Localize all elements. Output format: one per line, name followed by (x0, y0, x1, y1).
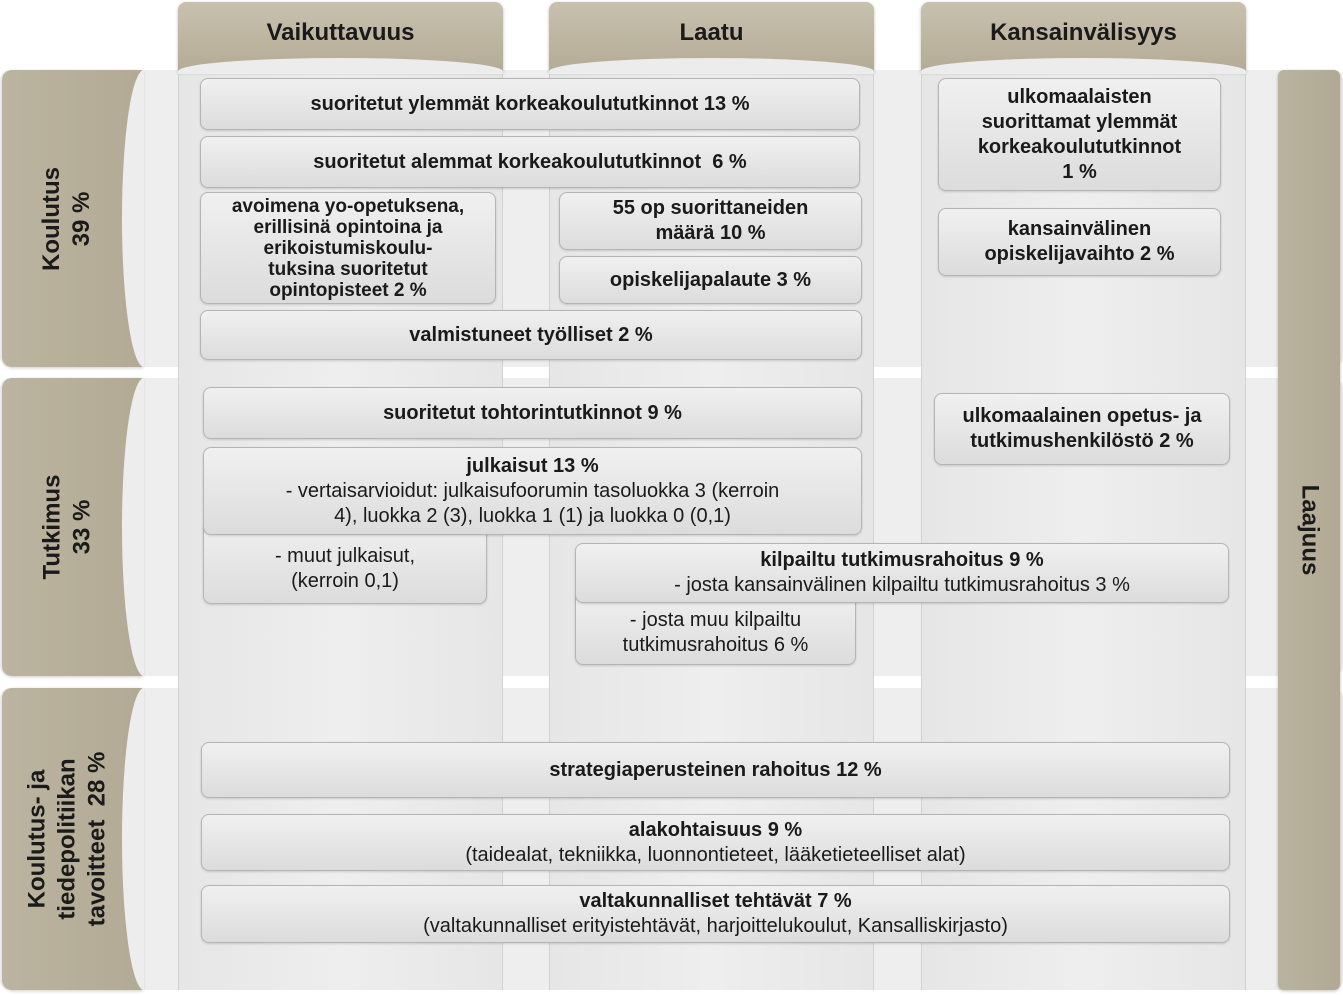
box-line: kansainvälinen (1007, 218, 1152, 240)
box-line: korkeakoulututkinnot (977, 135, 1182, 158)
box-line: (kerroin 0,1) (291, 570, 399, 592)
column-header-label: Laatu (679, 19, 744, 46)
box-line: opiskelijavaihto 2 % (984, 243, 1175, 265)
box-line: erikoistumiskoulu- (263, 237, 433, 259)
box-text: suoritetut ylemmät korkeakoulututkinnot 13 % (310, 92, 750, 115)
box-julkaisut (203, 447, 862, 535)
column-header-vaikuttavuus (178, 2, 503, 72)
row-label-share: 33 % (68, 499, 95, 555)
column-header-laatu (549, 2, 874, 72)
row-label-share: 39 % (67, 191, 95, 246)
box-line: - josta muu kilpailtu (629, 608, 802, 631)
row-label-line: tiedepolitiikan (53, 758, 81, 920)
box-title: alakohtaisuus 9 % (628, 818, 803, 841)
side-label-laajuus (1278, 70, 1340, 990)
box-line: - vertaisarvioidut: julkaisufoorumin tasoluokka 3 (kerroin (285, 479, 780, 502)
box-alemmat-tutkinnot (200, 136, 860, 188)
box-alakohtaisuus (201, 814, 1230, 871)
box-title: julkaisut 13 % (466, 454, 599, 477)
box-opiskelijapalaute (559, 256, 862, 304)
box-strategiarahoitus (201, 742, 1230, 798)
box-henkilosto (934, 393, 1230, 465)
row-label-text: Tutkimus (38, 474, 65, 580)
box-line: ulkomaalaisten (1007, 85, 1152, 108)
side-label-text: Laajuus (1296, 484, 1324, 576)
box-text: suoritetut alemmat korkeakoulututkinnot 6 % (313, 150, 747, 173)
box-line: (valtakunnalliset erityistehtävät, harjoittelukoulut, Kansalliskirjasto) (423, 915, 1008, 937)
box-title: kilpailtu tutkimusrahoitus 9 % (760, 549, 1044, 571)
box-line: tutkimusrahoitus 6 % (622, 633, 809, 656)
box-line: 4), luokka 2 (3), luokka 1 (1) ja luokka 0 (0,1) (334, 504, 731, 527)
box-kilpailtu-rahoitus (575, 543, 1229, 603)
box-line: erillisinä opintoina ja (253, 216, 443, 238)
box-valtakunnalliset (201, 885, 1230, 943)
box-line: opintopisteet 2 % (269, 279, 427, 301)
box-avoin-opetus (200, 192, 496, 304)
box-line: 55 op suorittaneiden (612, 197, 809, 219)
box-line: (taidealat, tekniikka, luonnontieteet, lääketieteelliset alat) (465, 843, 966, 866)
row-label-tutkimus (2, 378, 132, 676)
column-header-kansainvalisyys (921, 2, 1246, 72)
box-text: suoritetut tohtorintutkinnot 9 % (383, 401, 682, 424)
box-ylemmat-tutkinnot (200, 78, 860, 130)
box-line: suorittamat ylemmät (981, 110, 1178, 133)
row-label-text: Koulutus (37, 166, 65, 271)
row-label-koulutus (2, 70, 132, 367)
row-label-line: tavoitteet 28 % (83, 751, 111, 927)
box-opiskelijavaihto (938, 208, 1221, 276)
column-header-label: Kansainvälisyys (990, 19, 1177, 46)
box-text: valmistuneet työlliset 2 % (409, 323, 653, 346)
box-line: 1 % (1062, 160, 1097, 183)
box-line: ulkomaalainen opetus- ja (962, 405, 1202, 427)
box-ulkomaalaisten-tutkinnot (938, 78, 1221, 191)
box-line: avoimena yo-opetuksena, (231, 195, 465, 217)
box-title: valtakunnalliset tehtävät 7 % (579, 890, 852, 912)
box-55op (559, 192, 862, 250)
box-line: - josta kansainvälinen kilpailtu tutkimusrahoitus 3 % (674, 574, 1130, 596)
box-text: opiskelijapalaute 3 % (609, 268, 812, 291)
box-line: tutkimushenkilöstö 2 % (970, 430, 1194, 452)
row-label-tavoitteet (2, 688, 132, 990)
box-line: tuksina suoritetut (268, 258, 428, 280)
box-text: strategiaperusteinen rahoitus 12 % (549, 758, 882, 781)
box-line: - muut julkaisut, (274, 545, 416, 567)
row-label-line: Koulutus- ja (23, 769, 51, 909)
box-tohtorintutkinnot (203, 387, 862, 439)
box-line: määrä 10 % (655, 222, 766, 244)
box-tyolliset (200, 310, 862, 360)
column-header-label: Vaikuttavuus (266, 19, 415, 46)
